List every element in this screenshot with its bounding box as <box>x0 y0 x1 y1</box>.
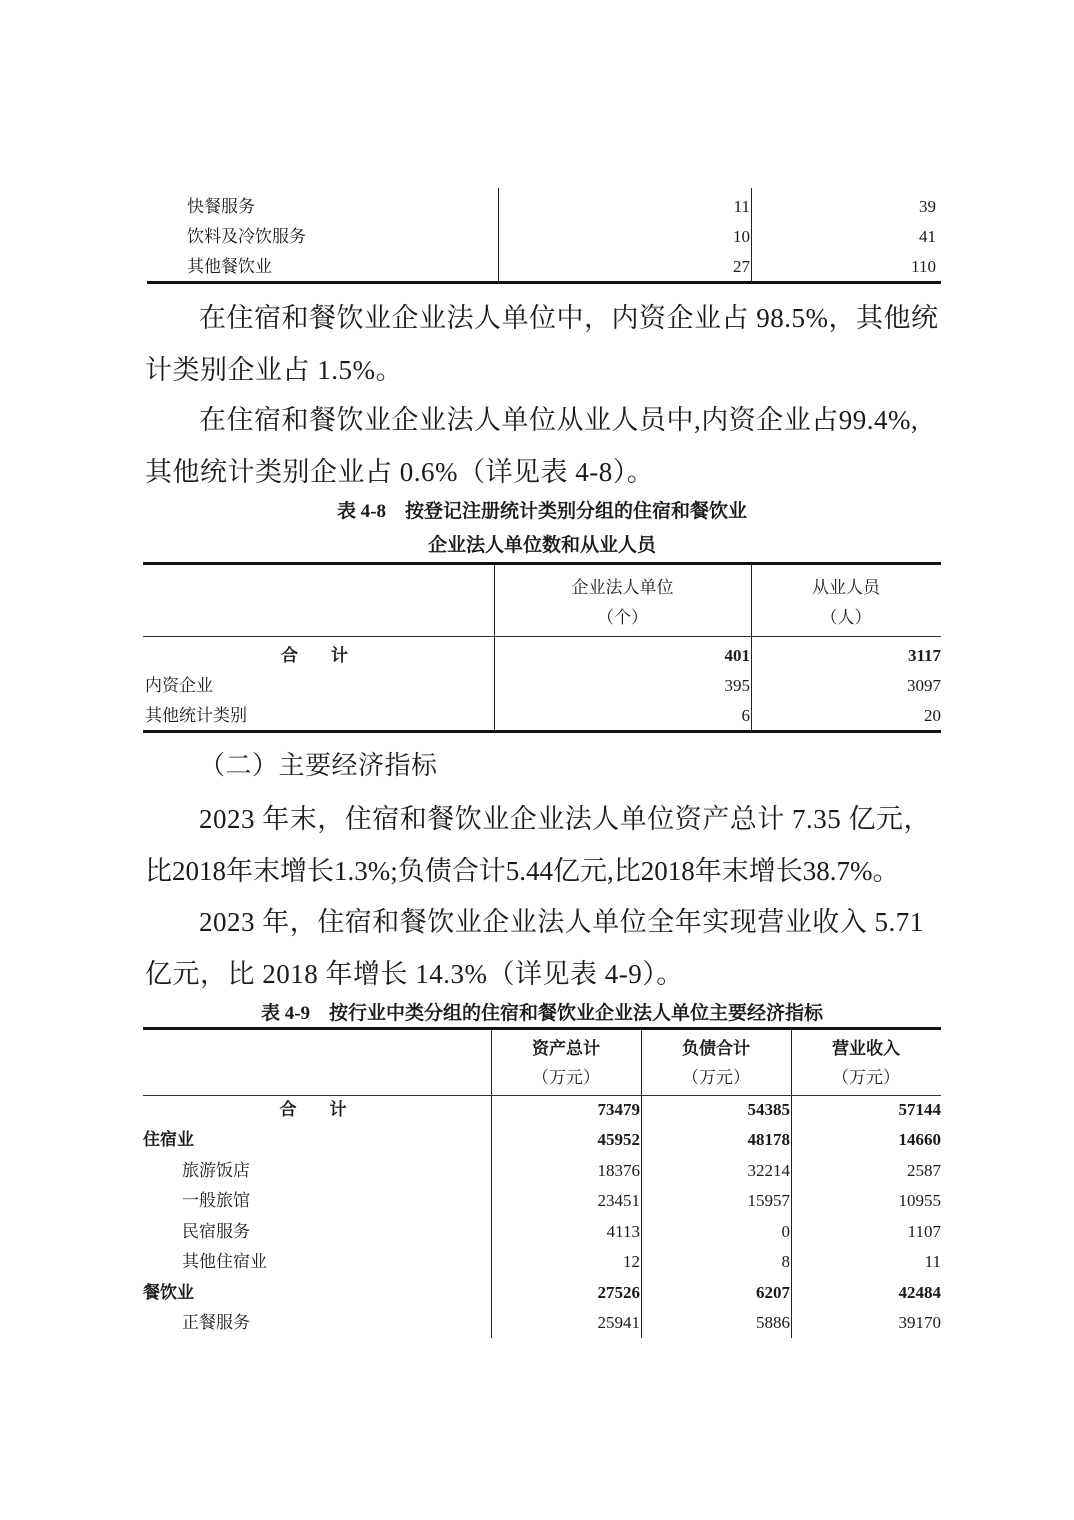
table-row-category <box>0 1125 1074 1155</box>
row-label: 合 计 <box>281 646 356 665</box>
assets-value: 18376 <box>597 1160 640 1180</box>
header-employees-unit: （人） <box>820 608 872 627</box>
header-liabilities-unit: （万元） <box>682 1068 750 1087</box>
employees-value: 20 <box>924 706 941 725</box>
assets-value: 25941 <box>597 1313 640 1332</box>
revenue-value: 57144 <box>898 1100 941 1119</box>
assets-value: 4113 <box>606 1221 640 1241</box>
table-top-rule <box>143 562 941 565</box>
section-heading: （二）主要经济指标 <box>199 751 438 781</box>
units-value: 10 <box>733 227 750 246</box>
liabilities-value: 32214 <box>747 1160 790 1180</box>
table-top-rule <box>143 1027 941 1030</box>
header-rule <box>143 636 941 637</box>
paragraph-line: 2023 年，住宿和餐饮业企业法人单位全年实现营业收入 5.71 <box>199 907 924 937</box>
table-row <box>0 252 1074 282</box>
table-row <box>0 1186 1074 1216</box>
row-label: 内资企业 <box>145 676 213 695</box>
employees-value: 39 <box>919 197 936 216</box>
row-label: 其他餐饮业 <box>187 257 272 276</box>
revenue-value: 10955 <box>898 1191 941 1210</box>
table-row <box>0 701 1074 731</box>
table-4-8-caption-line2: 企业法人单位数和从业人员 <box>427 535 656 556</box>
employees-value: 3117 <box>907 646 941 665</box>
header-assets-unit: （万元） <box>532 1068 600 1087</box>
revenue-value: 11 <box>924 1252 941 1271</box>
table-row-total <box>0 641 1074 671</box>
table-bottom-rule <box>143 730 941 733</box>
revenue-value: 2587 <box>907 1160 941 1180</box>
revenue-value: 39170 <box>898 1313 941 1332</box>
table-row-category <box>0 1278 1074 1308</box>
header-liabilities: 负债合计 <box>682 1039 750 1058</box>
table-row-total <box>0 1095 1074 1125</box>
header-units: 企业法人单位 <box>571 578 674 597</box>
units-value: 11 <box>733 197 750 216</box>
row-label: 饮料及冷饮服务 <box>187 227 306 246</box>
assets-value: 27526 <box>597 1282 640 1302</box>
header-employees: 从业人员 <box>812 578 880 597</box>
paragraph-line: 其他统计类别企业占 0.6%（详见表 4-8）。 <box>145 457 655 487</box>
row-label: 快餐服务 <box>187 197 255 216</box>
row-label: 一般旅馆 <box>182 1191 250 1210</box>
paragraph-line: 比2018年末增长1.3%;负债合计5.44亿元,比2018年末增长38.7%。 <box>145 856 900 886</box>
employees-value: 41 <box>919 227 936 246</box>
header-revenue: 营业收入 <box>832 1039 900 1058</box>
assets-value: 23451 <box>597 1191 640 1210</box>
table-row <box>0 671 1074 701</box>
row-label: 民宿服务 <box>182 1221 250 1241</box>
header-units-unit: （个） <box>597 608 648 627</box>
liabilities-value: 5886 <box>756 1313 790 1332</box>
units-value: 395 <box>724 676 750 695</box>
table-row <box>0 222 1074 252</box>
table-4-9-caption: 表 4-9 按行业中类分组的住宿和餐饮业企业法人单位主要经济指标 <box>260 1003 824 1024</box>
row-label: 合 计 <box>279 1100 355 1119</box>
units-value: 6 <box>741 706 750 725</box>
table-row <box>0 1156 1074 1186</box>
paragraph-line: 在住宿和餐饮业企业法人单位从业人员中,内资企业占99.4%, <box>199 405 919 435</box>
header-assets: 资产总计 <box>532 1039 600 1058</box>
units-value: 401 <box>724 646 750 665</box>
table-row <box>0 1308 1074 1338</box>
liabilities-value: 6207 <box>756 1282 790 1302</box>
liabilities-value: 8 <box>781 1252 790 1271</box>
row-label: 旅游饭店 <box>182 1160 250 1180</box>
revenue-value: 14660 <box>898 1130 941 1149</box>
assets-value: 12 <box>623 1252 640 1271</box>
liabilities-value: 15957 <box>747 1191 790 1210</box>
table-bottom-rule <box>147 281 941 284</box>
revenue-value: 1107 <box>907 1221 941 1241</box>
employees-value: 3097 <box>907 676 941 695</box>
header-revenue-unit: （万元） <box>832 1068 900 1087</box>
row-label: 住宿业 <box>143 1130 194 1149</box>
units-value: 27 <box>733 257 750 276</box>
table-row <box>0 1247 1074 1277</box>
table-4-8-caption: 表 4-8 按登记注册统计类别分组的住宿和餐饮业 <box>336 501 748 522</box>
liabilities-value: 0 <box>781 1221 790 1241</box>
employees-value: 110 <box>911 257 936 276</box>
assets-value: 73479 <box>597 1100 640 1119</box>
row-label: 其他住宿业 <box>182 1252 267 1271</box>
assets-value: 45952 <box>597 1130 640 1149</box>
paragraph-line: 亿元，比 2018 年增长 14.3%（详见表 4-9）。 <box>145 959 684 989</box>
paragraph-line: 在住宿和餐饮业企业法人单位中，内资企业占 98.5%，其他统 <box>199 303 939 333</box>
liabilities-value: 54385 <box>747 1100 790 1119</box>
row-label: 餐饮业 <box>143 1282 194 1302</box>
row-label: 正餐服务 <box>182 1313 250 1332</box>
table-row <box>0 192 1074 222</box>
revenue-value: 42484 <box>898 1282 941 1302</box>
table-row <box>0 1217 1074 1247</box>
row-label: 其他统计类别 <box>145 706 247 725</box>
paragraph-line: 计类别企业占 1.5%。 <box>145 355 403 385</box>
paragraph-line: 2023 年末，住宿和餐饮业企业法人单位资产总计 7.35 亿元， <box>199 804 931 834</box>
liabilities-value: 48178 <box>747 1130 790 1149</box>
